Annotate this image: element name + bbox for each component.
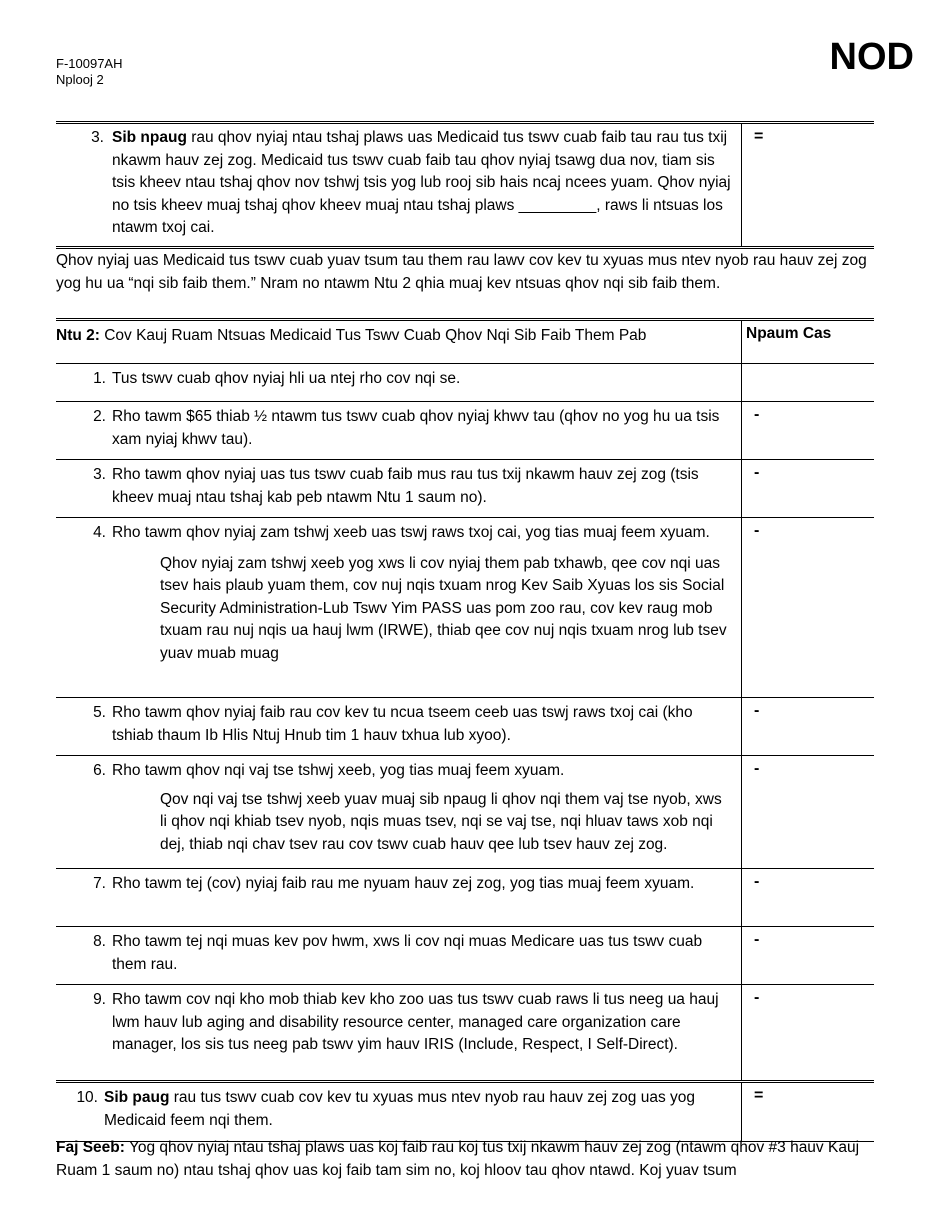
amount-symbol: - (754, 406, 760, 423)
header-left (56, 56, 122, 88)
item-bold-label: Sib paug (104, 1089, 170, 1106)
list-item (56, 127, 741, 240)
table-row (56, 698, 874, 756)
amount-symbol: = (754, 128, 764, 145)
item-number: 1. (93, 370, 106, 387)
item-text: Rho tawm tej nqi muas kev pov hwm, xws li cov nqi muas Medicare uas tus tswv cuab them rau. (112, 933, 703, 973)
amount-symbol: - (754, 522, 760, 539)
table-header-row (56, 321, 874, 364)
intro-paragraph: Qhov nyiaj uas Medicaid tus tswv cuab yuav tsum tau them rau lawv cov kev tu xyuas mus ntev nyob rau hauv zej zog yog hu ua “nqi sib faib them.” Nram no ntawm Ntu 2 qhia muaj kev ntsuas qhov nqi sib faib them. (56, 252, 867, 292)
item-number: 3. (93, 466, 106, 483)
item-number: 8. (93, 933, 106, 950)
amount-symbol: - (754, 702, 760, 719)
item-subtext: Qhov nyiaj zam tshwj xeeb yog xws li cov nyiaj them pab txhawb, qee cov nqi uas tsev hais plaub yuam them, cov nuj nqis txuam nrog Kev Saib Xyuas los sis Social Security Administration-Lub Tswv Yim PASS uas pom zoo rau, cov kev raug mob txuam rau nuj nqis ua hauj lwm (IRWE), thiab qee cov nuj nqis txuam nrog lub tsev yuav muab muag (160, 554, 727, 662)
table-row (56, 364, 874, 402)
amount-symbol: = (754, 1087, 764, 1104)
note-paragraph (56, 1137, 892, 1182)
item-subtext: Qov nqi vaj tse tshwj xeeb yuav muaj sib npaug li qhov nqi them vaj tse nyob, xws li qhov nqi khiab tsev nyob, nqis muas tsev, nqi se vaj tse, nqi hluav taws xob nqi dej, thiab nqi chav tsev rau cov tswv cuab hauv qee lub tsev hauv zej zog. (160, 790, 722, 853)
table-row (56, 518, 874, 698)
note-label: Faj Seeb: (56, 1139, 125, 1156)
item-text: Rho tawm qhov nyiaj faib rau cov kev tu ncua tseem ceeb uas tswj raws txoj cai (kho tshiab thaum Ib Hlis Ntuj Hnub tim 1 hauv txhua lub xyoo). (112, 704, 693, 744)
item-text: Tus tswv cuab qhov nyiaj hli ua ntej rho cov nqi se. (112, 370, 461, 387)
item-number: 6. (93, 762, 106, 779)
part2-table (56, 318, 874, 1142)
item-text: Rho tawm cov nqi kho mob thiab kev kho zoo uas tus tswv cuab raws li tus neeg ua hauj lwm hauv lub aging and disability resource center, managed care organization care manager, los sis tus neeg pab tswv yim hauv IRIS (Include, Respect, I Self-Direct). (112, 991, 719, 1053)
item-text: Rho tawm qhov nqi vaj tse tshwj xeeb, yog tias muaj feem xyuam. (112, 762, 565, 779)
amount-symbol: - (754, 931, 760, 948)
page-number: Nplooj 2 (56, 72, 104, 87)
item-number: 3. (91, 129, 104, 146)
note-text: Yog qhov nyiaj ntau tshaj plaws uas koj faib rau koj tus txij nkawm hauv zej zog (ntawm qhov #3 hauv Kauj Ruam 1 saum no) ntau tshaj qhov uas koj faib tam sim no, koj hloov tau qhov ntawd. Koj yuav tsum (56, 1139, 860, 1179)
table-row (56, 927, 874, 985)
amount-symbol: - (754, 873, 760, 890)
item-bold-label: Sib npaug (112, 129, 187, 146)
column-header-amount: Npaum Cas (746, 325, 832, 342)
item-text: Rho tawm $65 thiab ½ ntawm tus tswv cuab qhov nyiaj khwv tau (qhov no yog hu ua tsis xam nyiaj khwv tau). (112, 408, 720, 448)
part2-heading-label: Ntu 2: (56, 327, 100, 344)
part2-heading-text: Cov Kauj Ruam Ntsuas Medicaid Tus Tswv Cuab Qhov Nqi Sib Faib Them Pab (99, 327, 647, 344)
item-number: 4. (93, 524, 106, 541)
table-row (56, 869, 874, 927)
table-row (56, 985, 874, 1083)
item-text: Rho tawm qhov nyiaj zam tshwj xeeb uas tswj raws txoj cai, yog tias muaj feem xyuam. (112, 524, 710, 541)
item-text: rau qhov nyiaj ntau tshaj plaws uas Medicaid tus tswv cuab faib tau rau tus txij nkawm hauv zej zog. Medicaid tus tswv cuab faib tau qhov nyiaj tsawg dua nov, tiam sis tsis kheev ntau tshaj qhov nov tshwj tsis yog lub rooj sib hais ncaj ncees yuam. Qhov nyiaj no tsis kheev muaj tshaj qhov kheev muaj ntau tshaj plaws _________, raws li ntsuas los ntawm txoj cai. (112, 129, 731, 236)
item-number: 7. (93, 875, 106, 892)
top-table (56, 121, 874, 249)
item-number: 2. (93, 408, 106, 425)
amount-symbol (742, 364, 874, 401)
item-text: Rho tawm qhov nyiaj uas tus tswv cuab faib mus rau tus txij nkawm hauv zej zog (tsis kheev muaj ntau tshaj kab peb ntawm Ntu 1 saum no). (112, 466, 699, 506)
item-number: 10. (76, 1089, 98, 1106)
table-row (56, 1083, 874, 1142)
table-row (56, 460, 874, 518)
table-row (56, 402, 874, 460)
form-id: F-10097AH (56, 56, 123, 71)
item-text: Rho tawm tej (cov) nyiaj faib rau me nyuam hauv zej zog, yog tias muaj feem xyuam. (112, 875, 695, 892)
table-row (56, 756, 874, 869)
amount-symbol: - (754, 760, 760, 777)
amount-symbol: - (754, 989, 760, 1006)
table-row (56, 124, 874, 246)
item-number: 5. (93, 704, 106, 721)
document-title: NOD (829, 36, 914, 78)
item-text: rau tus tswv cuab cov kev tu xyuas mus ntev nyob rau hauv zej zog uas yog Medicaid feem nqi them. (104, 1089, 695, 1129)
amount-symbol: - (754, 464, 760, 481)
item-number: 9. (93, 991, 106, 1008)
